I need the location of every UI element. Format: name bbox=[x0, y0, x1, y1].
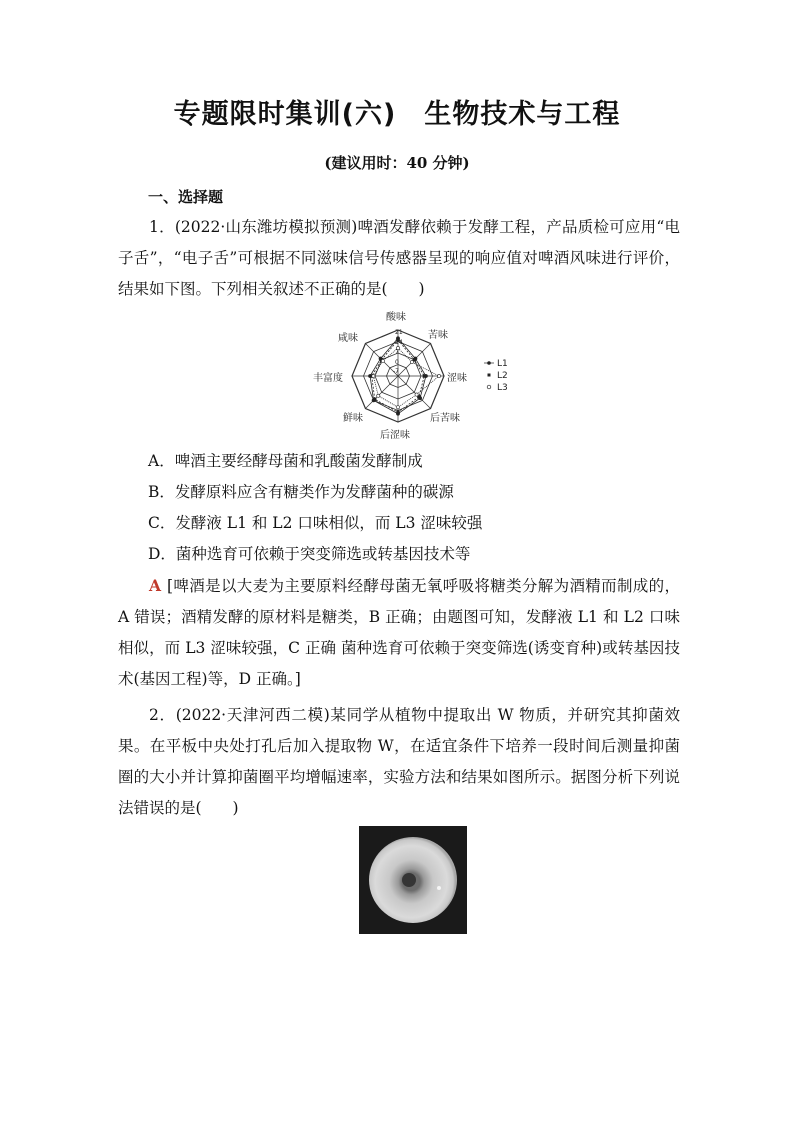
radar-legend bbox=[484, 359, 508, 393]
tick-label: 21 bbox=[395, 329, 403, 336]
answer-letter: A bbox=[149, 576, 162, 595]
option-c: C．发酵液 L1 和 L2 口味相似，而 L3 涩味较强 bbox=[148, 514, 483, 532]
section-heading: 一、选择题 bbox=[148, 188, 224, 206]
option-d: D．菌种选育可依赖于突变筛选或转基因技术等 bbox=[148, 545, 471, 563]
axis-label-astringent: 涩味 bbox=[447, 373, 467, 384]
time-suggestion: (建议用时：40 分钟) bbox=[324, 154, 470, 172]
radar-point-l2 bbox=[423, 375, 426, 378]
radar-point-l2 bbox=[397, 411, 400, 414]
question-2-source: (2022·天津河西二模) bbox=[175, 706, 330, 724]
page-title: 专题限时集训(六) 生物技术与工程 bbox=[173, 99, 621, 130]
tick-label: 0 bbox=[395, 359, 399, 366]
legend-l3: L3 bbox=[497, 383, 508, 393]
option-b: B．发酵原料应含有糖类作为发酵菌种的碳源 bbox=[148, 483, 454, 501]
option-a: A．啤酒主要经酵母菌和乳酸菌发酵制成 bbox=[148, 452, 423, 470]
radar-point-l3 bbox=[372, 374, 375, 377]
petri-dish-photo bbox=[359, 826, 467, 934]
tick-label: 14 bbox=[395, 339, 403, 346]
tick-label: 7 bbox=[395, 349, 399, 356]
radar-point-l3 bbox=[377, 394, 380, 397]
axis-label-bitter: 苦味 bbox=[428, 330, 448, 341]
question-2-number: 2． bbox=[149, 706, 176, 724]
legend-l2: L2 bbox=[497, 371, 508, 381]
axis-label-umami: 鲜味 bbox=[343, 413, 363, 424]
radar-point-l3 bbox=[396, 406, 399, 409]
radar-chart bbox=[300, 308, 520, 442]
question-2 bbox=[118, 700, 680, 824]
answer-explanation bbox=[118, 570, 680, 695]
axis-label-aftertaste-astringent: 后涩味 bbox=[380, 430, 410, 441]
question-1 bbox=[118, 212, 680, 305]
legend-l1: L1 bbox=[497, 359, 508, 369]
radar-point-l2 bbox=[373, 398, 376, 401]
legend-marker-l3 bbox=[487, 385, 491, 389]
axis-label-richness: 丰富度 bbox=[313, 373, 343, 384]
question-2-text: 某同学从植物中提取出 W 物质，并研究其抑菌效果。在平板中央处打孔后加入提取物 W，在适宜条件下培养一段时间后测量抑菌圈的大小并计算抑菌圈平均增幅速率，实验方法和结果如图所示。据图分析下列说法错误的是( ) bbox=[118, 706, 681, 817]
question-1-number: 1． bbox=[149, 218, 175, 236]
axis-label-salty: 咸味 bbox=[338, 333, 358, 344]
legend-marker-l2 bbox=[488, 374, 491, 377]
tick-label: -7 bbox=[393, 368, 399, 375]
axis-label-aftertaste-bitter: 后苦味 bbox=[430, 413, 460, 424]
explanation-text: [啤酒是以大麦为主要原料经酵母菌无氧呼吸将糖类分解为酒精而制成的，A 错误；酒精发酵的原材料是糖类，B 正确；由题图可知，发酵液 L1 和 L2 口味相似，而 L3 涩味较强，C 正确 菌种选育可依赖于突变筛选(诱变育种)或转基因技术(基因工程)等，D 正确。] bbox=[118, 577, 680, 688]
radar-point-l3 bbox=[381, 359, 384, 362]
center-hole bbox=[402, 873, 416, 887]
axis-label-sour: 酸味 bbox=[386, 312, 406, 323]
radar-point-l3 bbox=[410, 360, 413, 363]
radar-point-l3 bbox=[437, 374, 440, 377]
question-1-source: (2022·山东潍坊模拟预测) bbox=[174, 218, 358, 236]
question-1-text: 啤酒发酵依赖于发酵工程，产品质检可应用“电子舌”，“电子舌”可根据不同滋味信号传感器呈现的响应值对啤酒风味进行评价，结果如下图。下列相关叙述不正确的是( ) bbox=[118, 218, 680, 298]
reflection-speck bbox=[437, 886, 441, 890]
radar-tick-labels bbox=[393, 329, 403, 375]
radar-point-l3 bbox=[415, 393, 418, 396]
radar-series-l3 bbox=[373, 348, 439, 407]
